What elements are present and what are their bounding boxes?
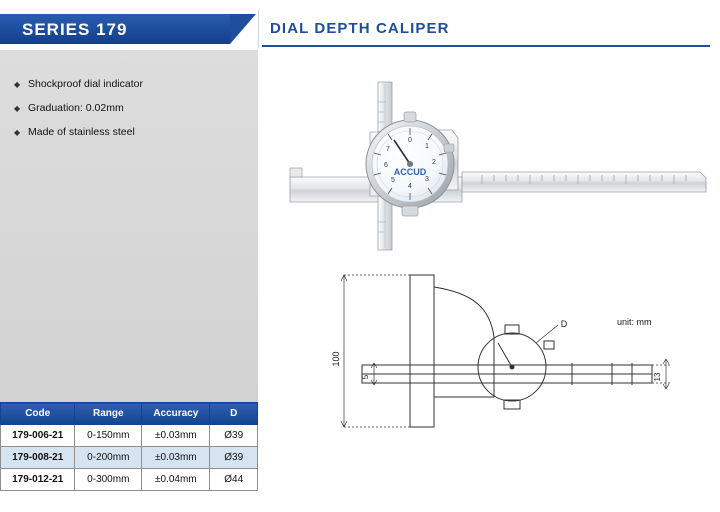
- svg-text:1: 1: [425, 143, 429, 150]
- diamond-bullet-icon: ◆: [14, 128, 21, 137]
- page-title: DIAL DEPTH CALIPER: [270, 20, 450, 37]
- dim-beam-right-label: 13: [653, 372, 662, 382]
- svg-text:6: 6: [384, 162, 388, 169]
- diamond-bullet-icon: ◆: [14, 104, 21, 113]
- technical-drawing-svg: [322, 267, 720, 447]
- svg-text:0: 0: [408, 137, 412, 144]
- features-panel: [0, 50, 258, 402]
- svg-text:5: 5: [391, 177, 395, 184]
- page-header: [0, 0, 720, 50]
- header-divider: [258, 10, 259, 48]
- table-row: [1, 447, 258, 469]
- technical-drawing: [322, 267, 720, 447]
- depth-caliper-photo-svg: [282, 72, 712, 272]
- cell-range: 0-200mm: [75, 447, 142, 469]
- column-header-range: Range: [75, 403, 142, 425]
- cell-accuracy: ±0.03mm: [142, 447, 210, 469]
- cell-code: 179-006-21: [1, 425, 75, 447]
- header-rule: [262, 45, 710, 47]
- list-item: [14, 126, 246, 139]
- dim-beam-left-label: 5: [361, 374, 370, 380]
- feature-text: Made of stainless steel: [28, 126, 135, 138]
- svg-text:4: 4: [408, 183, 412, 190]
- dim-diameter-label: D: [560, 319, 568, 329]
- list-item: [14, 102, 246, 115]
- column-header-code: Code: [1, 403, 75, 425]
- cell-d: Ø44: [210, 469, 258, 491]
- table-header-row: [1, 403, 258, 425]
- table-row: [1, 425, 258, 447]
- series-label: SERIES 179: [22, 20, 128, 39]
- dial-brand-text: ACCUD: [393, 167, 427, 177]
- cell-code: 179-012-21: [1, 469, 75, 491]
- cell-accuracy: ±0.03mm: [142, 425, 210, 447]
- cell-range: 0-300mm: [75, 469, 142, 491]
- column-header-accuracy: Accuracy: [142, 403, 210, 425]
- dim-depth-label: 100: [331, 351, 341, 367]
- diamond-bullet-icon: ◆: [14, 80, 21, 89]
- cell-range: 0-150mm: [75, 425, 142, 447]
- cell-accuracy: ±0.04mm: [142, 469, 210, 491]
- specification-table: [0, 402, 258, 491]
- banner-arrow: [230, 14, 256, 44]
- svg-text:7: 7: [386, 146, 390, 153]
- unit-note: unit: mm: [617, 317, 652, 327]
- cell-d: Ø39: [210, 447, 258, 469]
- svg-text:3: 3: [425, 176, 429, 183]
- svg-text:2: 2: [432, 159, 436, 166]
- feature-text: Graduation: 0.02mm: [28, 102, 124, 114]
- column-header-d: D: [210, 403, 258, 425]
- feature-text: Shockproof dial indicator: [28, 78, 143, 90]
- table-row: [1, 469, 258, 491]
- illustration-area: [262, 52, 720, 502]
- product-photo: [282, 72, 712, 272]
- cell-d: Ø39: [210, 425, 258, 447]
- list-item: [14, 78, 246, 91]
- cell-code: 179-008-21: [1, 447, 75, 469]
- feature-list: [14, 78, 246, 150]
